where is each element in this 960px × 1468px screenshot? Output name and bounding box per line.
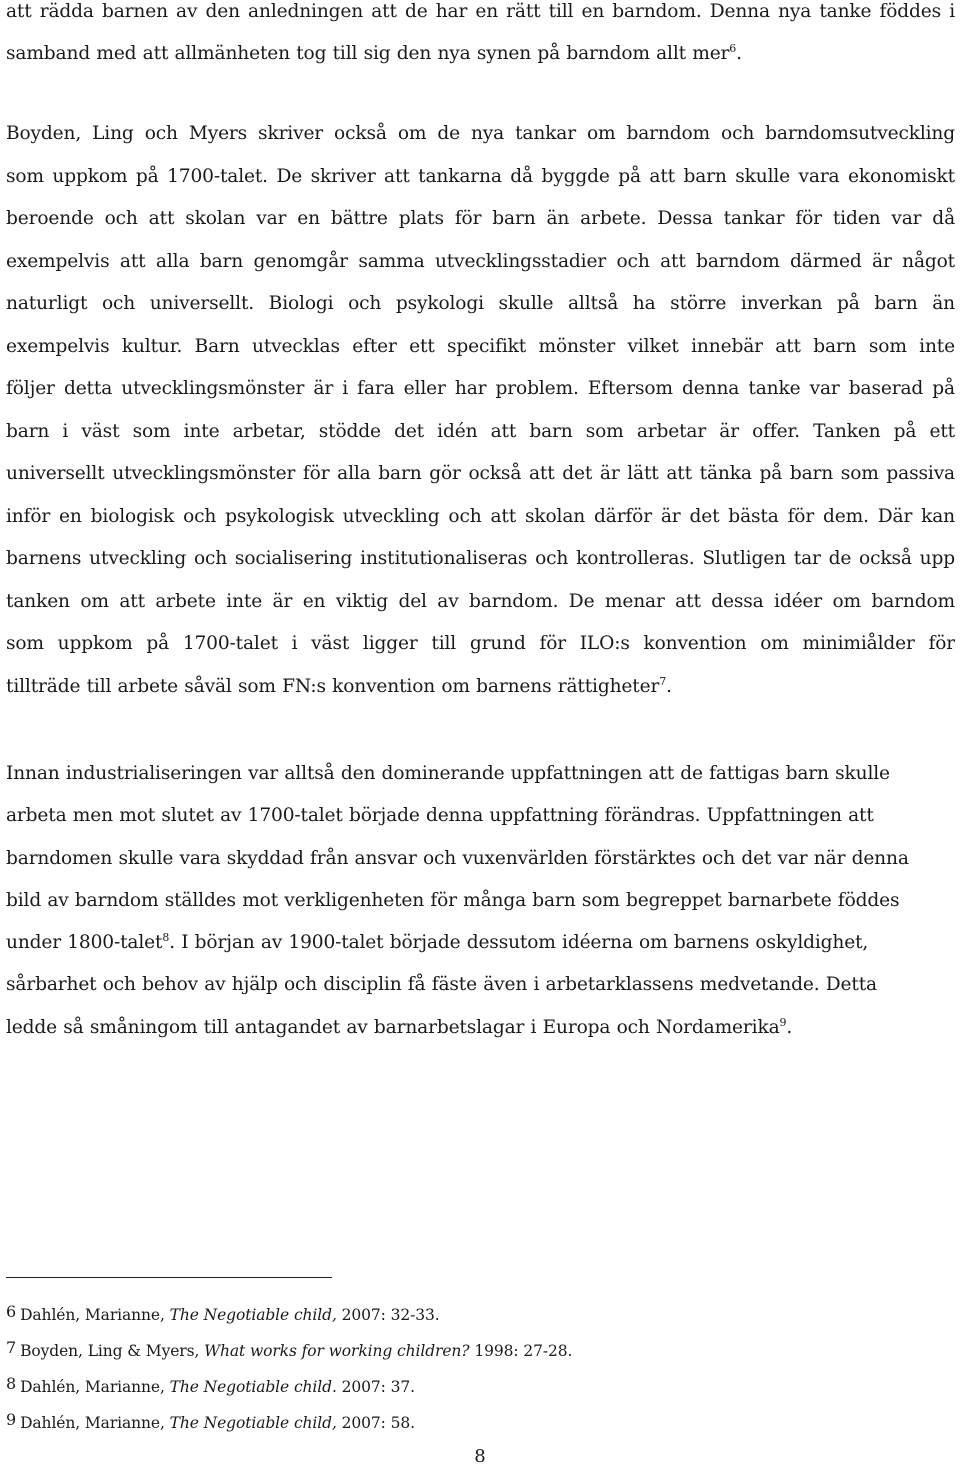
footnote-author: Dahlén, Marianne, — [20, 1414, 170, 1432]
footnote-title: The Negotiable child, — [169, 1306, 337, 1324]
footnote-title: What works for working children? — [204, 1342, 470, 1360]
paragraph-1 — [6, 0, 955, 84]
footnote-number: 9 — [6, 1410, 17, 1429]
text-line: universellt utvecklingsmönster för alla barn gör också att det är lätt att tänka på barn som passiva — [6, 463, 955, 484]
footnote — [6, 1336, 906, 1372]
text-line-content: samband med att allmänheten tog till sig den nya synen på barndom allt mer — [6, 43, 730, 64]
page-number: 8 — [474, 1446, 486, 1467]
sentence-end: . — [666, 675, 672, 697]
footnote-title: The Negotiable child. — [169, 1378, 337, 1396]
paragraph-3 — [6, 757, 955, 1053]
footnote — [6, 1408, 906, 1444]
text-line: barndomen skulle vara skyddad från ansvar och vuxenvärlden förstärktes och det var när denna — [6, 847, 909, 869]
text-line: Boyden, Ling och Myers skriver också om de nya tankar om barndom och barndomsutveckling — [6, 123, 955, 144]
text-line: naturligt och universellt. Biologi och psykologi skulle alltså ha större inverkan på barn än — [6, 293, 955, 314]
text-line: som uppkom på 1700-talet i väst ligger till grund för ILO:s konvention om minimiålder för — [6, 633, 955, 654]
footnote-author: Dahlén, Marianne, — [20, 1306, 170, 1324]
text-line — [6, 673, 955, 716]
text-line-content: tillträde till arbete såväl som FN:s konvention om barnens rättigheter — [6, 675, 660, 697]
footnote-detail: 2007: 37. — [336, 1378, 415, 1396]
text-line: exempelvis kultur. Barn utvecklas efter ett specifikt mönster vilket innebär att barn som inte — [6, 335, 955, 357]
footnote-reference: 7 — [659, 674, 667, 688]
footnote-reference: 8 — [162, 931, 170, 944]
footnote-reference: 6 — [729, 42, 737, 55]
text-line-content: under 1800-talet — [6, 932, 163, 954]
sentence-end: . — [736, 43, 742, 64]
footnote-separator — [6, 1277, 332, 1278]
text-line-content: ledde så småningom till antagandet av barnarbetslagar i Europa och Nordamerika — [6, 1016, 780, 1038]
footnote-author: Boyden, Ling & Myers, — [20, 1342, 205, 1360]
text-line: att rädda barnen av den anledningen att de har en rätt till en barndom. Denna nya tanke föddes i — [6, 1, 955, 22]
text-line: barnens utveckling och socialisering institutionaliseras och kontrolleras. Slutligen tar de också upp — [6, 548, 955, 569]
text-line: inför en biologisk och psykologisk utveckling och att skolan därför är det bästa för dem. Där kan — [6, 505, 955, 527]
text-line: följer detta utvecklingsmönster är i fara eller har problem. Eftersom denna tanke var baserad på — [6, 378, 955, 399]
footnote-number: 8 — [6, 1374, 17, 1393]
text-line — [6, 926, 955, 968]
footnote-number: 6 — [6, 1302, 17, 1321]
footnote-reference: 9 — [779, 1015, 787, 1029]
text-line-content: . I början av 1900-talet började dessutom idéerna om barnens oskyldighet, — [169, 932, 869, 954]
text-line: sårbarhet och behov av hjälp och disciplin få fäste även i arbetarklassens medvetande. Detta — [6, 974, 877, 996]
footnote — [6, 1300, 906, 1336]
text-line: exempelvis att alla barn genomgår samma utvecklingsstadier och att barndom därmed är något — [6, 250, 955, 272]
footnote-title: The Negotiable child, — [169, 1414, 337, 1432]
text-line: arbeta men mot slutet av 1700-talet började denna uppfattning förändras. Uppfattningen att — [6, 805, 874, 827]
text-line: som uppkom på 1700-talet. De skriver att tankarna då byggde på att barn skulle vara ekonomiskt — [6, 165, 955, 187]
footnote-detail: 2007: 58. — [336, 1414, 415, 1432]
footnote-number: 7 — [6, 1338, 17, 1357]
footnote — [6, 1372, 906, 1408]
paragraph-2 — [6, 120, 955, 715]
sentence-end: . — [786, 1016, 793, 1038]
text-line: bild av barndom ställdes mot verkligenheten för många barn som begreppet barnarbete föddes — [6, 889, 900, 911]
text-line — [6, 42, 955, 84]
footnotes — [6, 1300, 906, 1444]
footnote-detail: 2007: 32-33. — [336, 1306, 440, 1324]
text-line: tanken om att arbete inte är en viktig del av barndom. De menar att dessa idéer om barndom — [6, 590, 955, 612]
text-line: beroende och att skolan var en bättre plats för barn än arbete. Dessa tankar för tiden var då — [6, 208, 955, 229]
footnote-author: Dahlén, Marianne, — [20, 1378, 170, 1396]
footnote-detail: 1998: 27-28. — [469, 1342, 573, 1360]
text-line: Innan industrialiseringen var alltså den dominerande uppfattningen att de fattigas barn skulle — [6, 763, 890, 784]
text-line — [6, 1011, 955, 1053]
text-line: barn i väst som inte arbetar, stödde det idén att barn som arbetar är offer. Tanken på ett — [6, 420, 955, 442]
